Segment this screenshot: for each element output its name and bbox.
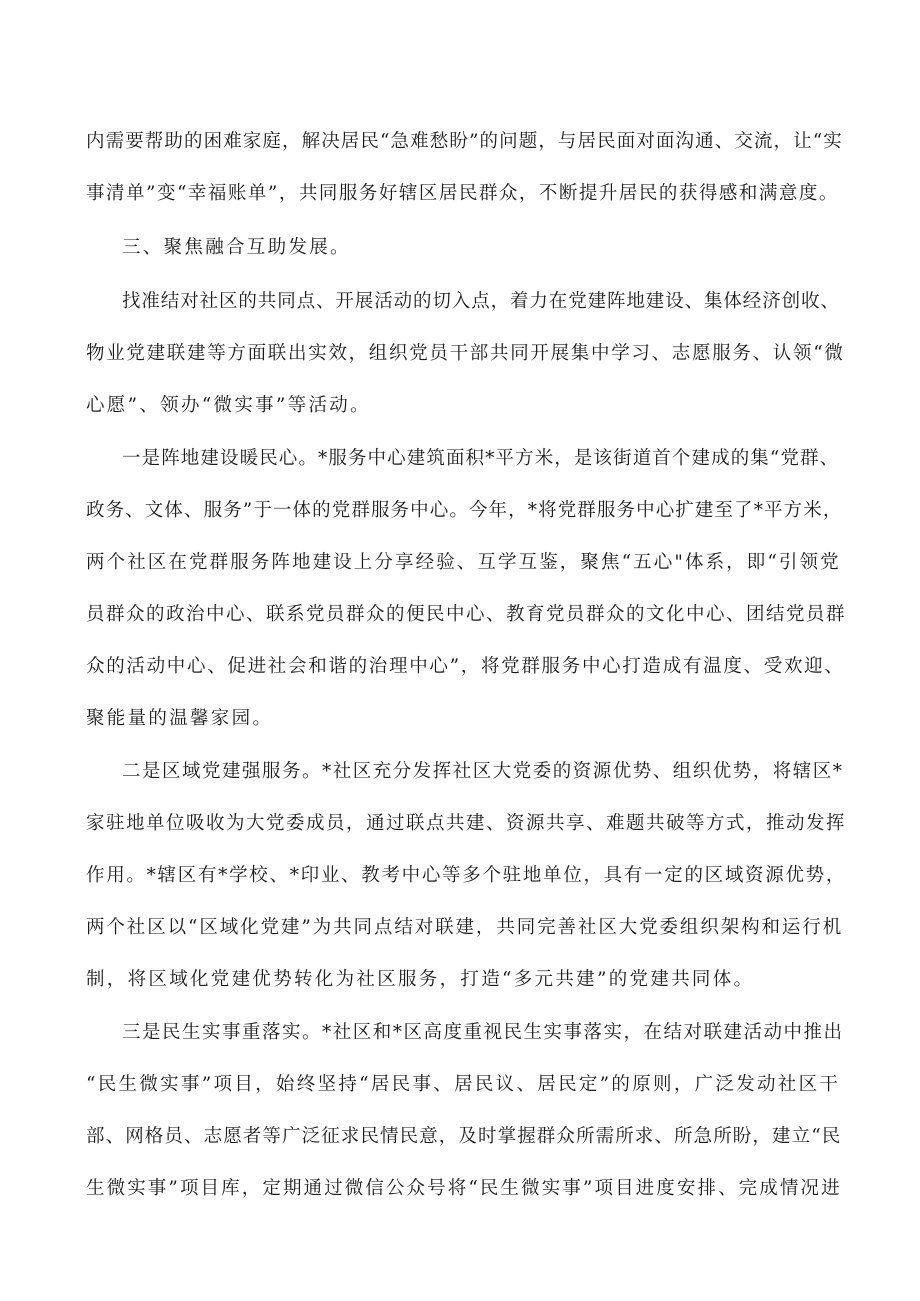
text-line: 生微实事”项目库，定期通过微信公众号将“民生微实事”项目进度安排、完成情况进 xyxy=(86,1178,842,1199)
text-line: 找准结对社区的共同点、开展活动的切入点，着力在党建阵地建设、集体经济创收、 xyxy=(122,291,840,312)
section-heading: 三、聚焦融合互助发展。 xyxy=(122,237,351,258)
text-line: 二是区域党建强服务。*社区充分发挥社区大党委的资源优势、组织优势，将辖区* xyxy=(122,761,844,782)
text-line: 员群众的政治中心、联系党员群众的便民中心、教育党员群众的文化中心、团结党员群 xyxy=(86,604,847,625)
text-line: 部、网格员、志愿者等广泛征求民情民意，及时掌握群众所需所求、所急所盼，建立“民 xyxy=(86,1126,842,1147)
text-line: 两个社区以“区域化党建”为共同点结对联建，共同完善社区大党委组织架构和运行机 xyxy=(86,917,844,938)
text-line: “民生微实事”项目，始终坚持“居民事、居民议、居民定”的原则，广泛发动社区干 xyxy=(86,1074,841,1095)
text-line: 物业党建联建等方面联出实效，组织党员干部共同开展集中学习、志愿服务、认领“微 xyxy=(86,343,845,364)
text-line: 政务、文体、服务”于一体的党群服务中心。今年，*将党群服务中心扩建至了*平方米， xyxy=(86,500,843,521)
text-line: 内需要帮助的困难家庭，解决居民“急难愁盼”的问题，与居民面对面沟通、交流，让“实 xyxy=(86,131,843,152)
text-line: 心愿”、领办“微实事”等活动。 xyxy=(86,395,371,416)
text-line: 三是民生实事重落实。*社区和*区高度重视民生实事落实，在结对联建活动中推出 xyxy=(122,1022,844,1043)
text-line: 一是阵地建设暖民心。*服务中心建筑面积*平方米，是该街道首个建成的集“党群、 xyxy=(122,448,840,469)
text-line: 事清单”变“幸福账单”，共同服务好辖区居民群众，不断提升居民的获得感和满意度。 xyxy=(86,183,839,204)
text-line: 家驻地单位吸收为大党委成员，通过联点共建、资源共享、难题共破等方式，推动发挥 xyxy=(86,813,847,834)
text-line: 众的活动中心、促进社会和谐的治理中心”，将党群服务中心打造成有温度、受欢迎、 xyxy=(86,656,845,677)
text-line: 两个社区在党群服务阵地建设上分享经验、互学互鉴，聚焦“五心"体系，即“引领党 xyxy=(86,552,841,573)
text-line: 聚能量的温馨家园。 xyxy=(86,708,274,729)
text-line: 制，将区域化党建优势转化为社区服务，打造“多元共建”的党建共同体。 xyxy=(86,969,755,990)
text-line: 作用。*辖区有*学校、*印业、教考中心等多个驻地单位，具有一定的区域资源优势， xyxy=(86,865,847,886)
